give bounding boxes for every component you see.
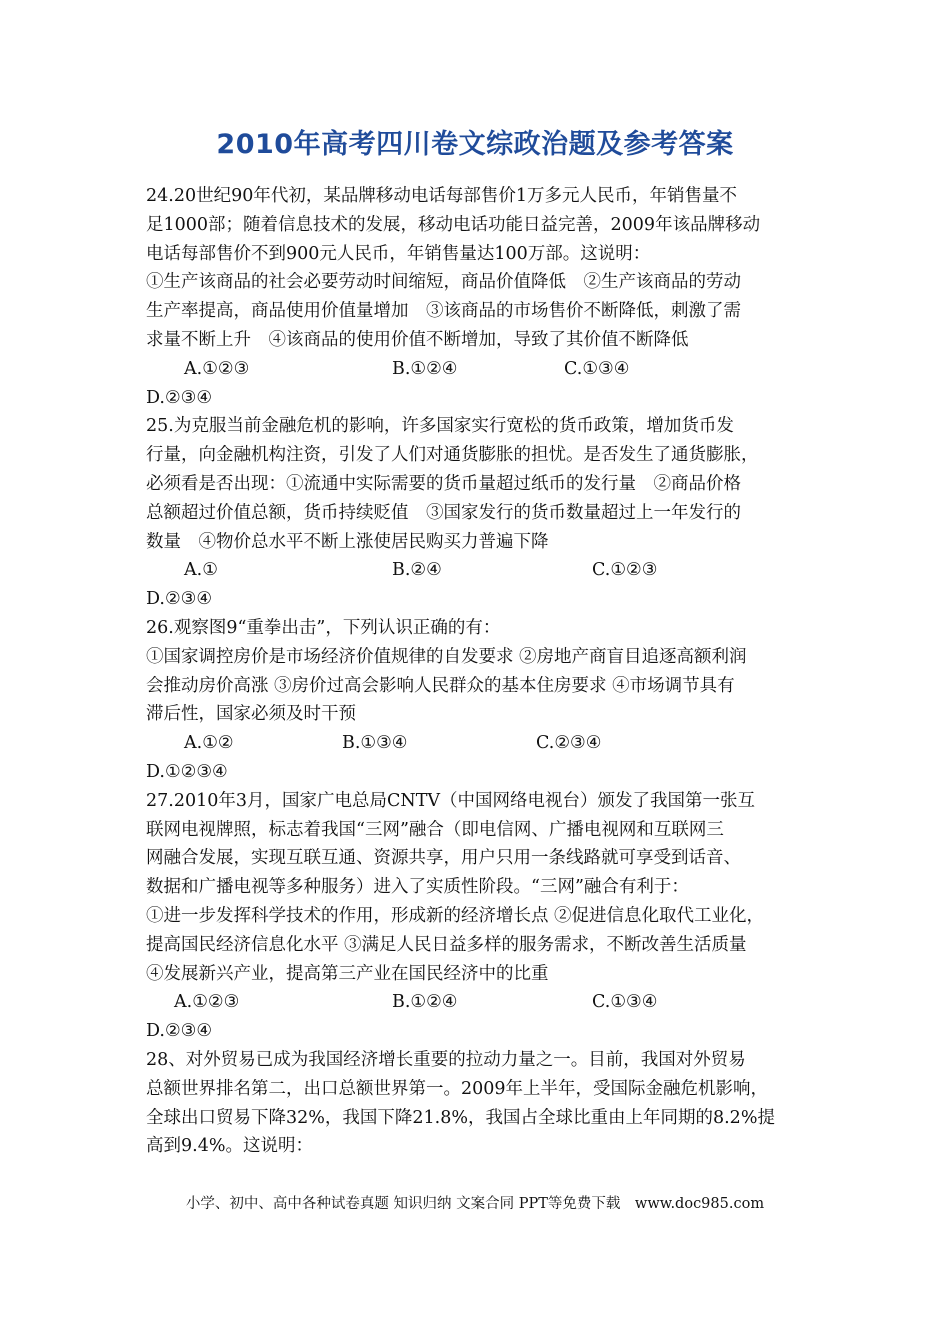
option-c: C.①②③ [592,560,658,581]
question-line: 数据和广播电视等多种服务）进入了实质性阶段。“三网”融合有利于： [146,877,689,898]
question-line: 28、对外贸易已成为我国经济增长重要的拉动力量之一。目前，我国对外贸易 [146,1049,746,1070]
question-line: ①国家调控房价是市场经济价值规律的自发要求 ②房地产商盲目追逐高额利润 [146,646,747,667]
answer-options [146,729,821,758]
page-title: 2010年高考四川卷文综政治题及参考答案 [216,129,734,160]
question-25 [146,412,821,614]
answer-options [146,355,821,384]
question-24 [146,182,821,412]
option-d: D.②③④ [146,1021,213,1042]
option-a: A.①②③ [184,358,250,379]
option-b: B.①③④ [342,733,408,754]
question-line: 滞后性，国家必须及时干预 [146,704,356,725]
question-content [146,182,821,1161]
question-line: 网融合发展，实现互联互通、资源共享，用户只用一条线路就可享受到话音、 [146,848,741,869]
option-c: C.②③④ [536,733,602,754]
question-line: 总额世界排名第二，出口总额世界第一。2009年上半年，受国际金融危机影响， [146,1078,769,1099]
question-line: 电话每部售价不到900元人民币，年销售量达100万部。这说明： [146,243,651,264]
option-c: C.①③④ [564,358,630,379]
question-line: 24.20世纪90年代初，某品牌移动电话每部售价1万多元人民币，年销售量不 [146,186,737,206]
question-26 [146,614,821,787]
option-c: C.①③④ [592,992,658,1013]
option-a: A.①②③ [174,992,240,1013]
question-line: 联网电视牌照，标志着我国“三网”融合（即电信网、广播电视网和互联网三 [146,819,724,840]
option-d: D.②③④ [146,589,213,610]
option-b: B.①②④ [392,992,458,1013]
question-line: 必须看是否出现：①流通中实际需要的货币量超过纸币的发行量 ②商品价格 [146,473,741,494]
option-a: A.① [184,560,218,581]
question-line: 生产率提高，商品使用价值量增加 ③该商品的市场售价不断降低，刺激了需 [146,301,741,322]
question-line: 27.2010年3月，国家广电总局CNTV（中国网络电视台）颁发了我国第一张互 [146,790,756,811]
question-line: 高到9.4%。这说明： [146,1136,313,1157]
question-line: 25.为克服当前金融危机的影响，许多国家实行宽松的货币政策，增加货币发 [146,416,734,437]
question-line: 会推动房价高涨 ③房价过高会影响人民群众的基本住房要求 ④市场调节具有 [146,675,735,696]
option-b: B.②④ [392,560,442,581]
question-27 [146,787,821,1046]
question-line: ①生产该商品的社会必要劳动时间缩短，商品价值降低 ②生产该商品的劳动 [146,272,741,293]
page-footer: 小学、初中、高中各种试卷真题 知识归纳 文案合同 PPT等免费下载 www.doc985.com [185,1196,765,1212]
question-line: 行量，向金融机构注资，引发了人们对通货膨胀的担忧。是否发生了通货膨胀， [146,445,759,466]
question-line: 足1000部；随着信息技术的发展，移动电话功能日益完善，2009年该品牌移动 [146,214,761,235]
option-b: B.①②④ [392,358,458,379]
question-line: 26.观察图9“重拳出击”，下列认识正确的有： [146,617,501,638]
question-line: 总额超过价值总额，货币持续贬值 ③国家发行的货币数量超过上一年发行的 [146,502,741,523]
question-line: ①进一步发挥科学技术的作用，形成新的经济增长点 ②促进信息化取代工业化， [146,905,765,926]
question-28 [146,1046,821,1161]
question-line: 全球出口贸易下降32%，我国下降21.8%，我国占全球比重由上年同期的8.2%提 [146,1107,775,1128]
question-line: 数量 ④物价总水平不断上涨使居民购买力普遍下降 [146,531,549,552]
option-d: D.①②③④ [146,761,228,782]
option-d: D.②③④ [146,387,213,408]
question-line: 提高国民经济信息化水平 ③满足人民日益多样的服务需求，不断改善生活质量 [146,934,747,955]
option-a: A.①② [184,733,234,754]
question-line: 求量不断上升 ④该商品的使用价值不断增加，导致了其价值不断降低 [146,329,689,350]
answer-options [146,988,821,1017]
answer-options [146,556,821,585]
question-line: ④发展新兴产业，提高第三产业在国民经济中的比重 [146,963,549,984]
